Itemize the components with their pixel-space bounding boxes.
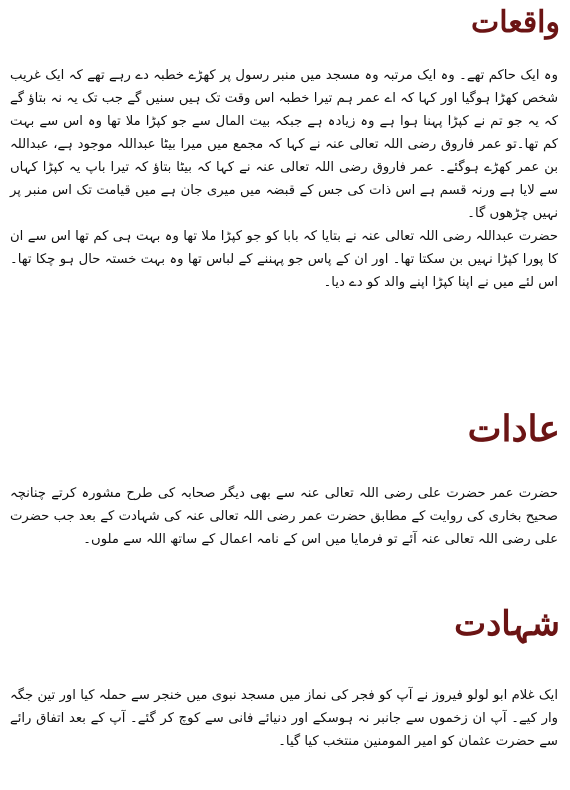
- section-heading-waqiat: واقعات: [470, 5, 560, 40]
- section-body-waqiat: [10, 64, 558, 294]
- paragraph: وہ ایک حاکم تھے۔ وہ ایک مرتبہ وہ مسجد میں منبر رسول پر کھڑے خطبہ دے رہے تھے کہ ایک غریب شخص کھڑا ہوگیا اور کہا کہ اے عمر ہم تیرا خطبہ اس وقت تک ہیں سنیں گے جب تک یہ نہ بتاؤ گے کہ یہ جو تم نے کپڑا پہنا ہوا ہے وہ زیادہ ہے جبکہ بیت المال سے جو کپڑا ملا تھا وہ اس سے بہت کم تھا۔تو عمر فاروق رضی اللہ تعالی عنہ نے کہا کہ مجمع میں میرا بیٹا عبداللہ موجود ہے، عبداللہ بن عمر کھڑے ہوگئے۔ عمر فاروق رضی اللہ تعالی عنہ نے کہا کہ بیٹا بتاؤ کہ تیرا باپ یہ کپڑا کہاں سے لایا ہے ورنہ قسم ہے اس ذات کی جس کے قبضہ میں میری جان ہے میں قیامت تک اس منبر پر نہیں چڑھوں گا۔: [10, 68, 558, 221]
- section-body-shahadat: [10, 684, 558, 753]
- paragraph: حضرت عبداللہ رضی اللہ تعالی عنہ نے بتایا کہ بابا کو جو کپڑا ملا تھا وہ بہت ہی کم تھا اس سے ان کا پورا کپڑا نہیں بن سکتا تھا۔ اور ان کے پاس جو پہننے کے لباس تھا وہ بہت خستہ حال ہو چکا تھا۔ اس لئے میں نے اپنا کپڑا اپنے والد کو دے دیا۔: [10, 229, 558, 290]
- section-heading-aadaat: عادات: [467, 408, 560, 450]
- section-heading-shahadat: شہادت: [454, 604, 560, 644]
- section-body-aadaat: [10, 482, 558, 551]
- paragraph: ایک غلام ابو لولو فیروز نے آپ کو فجر کی نماز میں مسجد نبوی میں خنجر سے حملہ کیا اور تین جگہ وار کیے۔ آپ ان زخموں سے جانبر نہ ہوسکے اور دنیائے فانی سے کوچ کر گئے۔ آپ کے بعد اتفاق رائے سے حضرت عثمان کو امیر المومنین منتخب کیا گیا۔: [10, 688, 558, 749]
- paragraph: حضرت عمر حضرت علی رضی اللہ تعالی عنہ سے بھی دیگر صحابہ کی طرح مشورہ کرتے چنانچہ صحیح بخاری کی روایت کے مطابق حضرت عمر رضی اللہ تعالی عنہ کی شہادت کے بعد جب حضرت علی رضی اللہ تعالی عنہ آئے تو فرمایا میں اس کے نامہ اعمال کے ساتھ اللہ سے ملوں۔: [10, 486, 558, 547]
